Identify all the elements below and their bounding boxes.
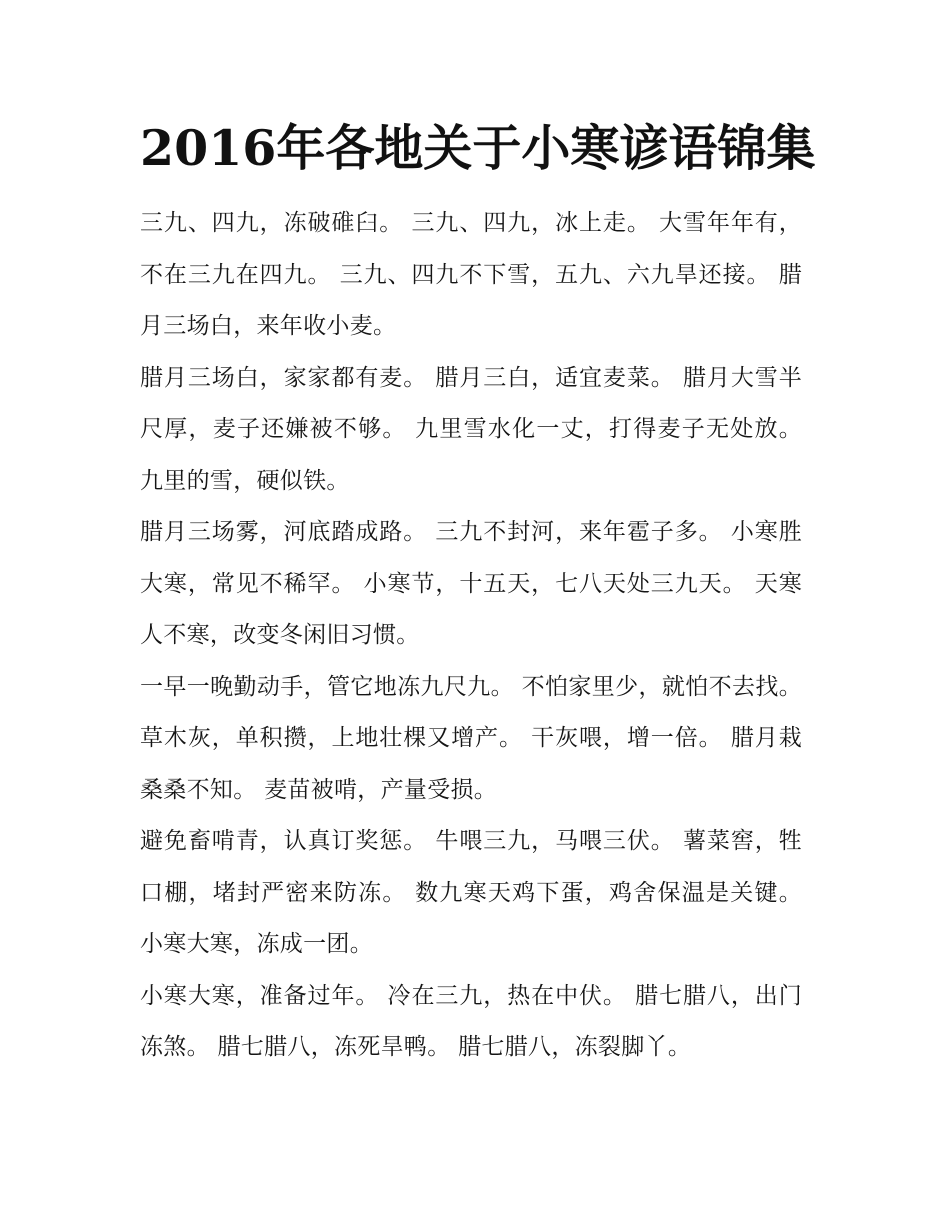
paragraph-6: 小寒大寒，准备过年。 冷在三九，热在中伏。 腊七腊八，出门冻煞。 腊七腊八，冻死旱鸭。 腊七腊八，冻裂脚丫。 [140,982,802,1060]
paragraph-5: 避免畜啃青，认真订奖惩。 牛喂三九，马喂三伏。 薯菜窖，牲口棚，堵封严密来防冻。 数九寒天鸡下蛋，鸡舍保温是关键。 小寒大寒，冻成一团。 [140,828,802,957]
document-body [140,198,802,1074]
paragraph-1: 三九、四九，冻破碓臼。 三九、四九，冰上走。 大雪年年有，不在三九在四九。 三九、四九不下雪，五九、六九旱还接。 腊月三场白，来年收小麦。 [140,210,802,339]
document-title: 2016年各地关于小寒谚语锦集 [140,119,816,177]
paragraph-3: 腊月三场雾，河底踏成路。 三九不封河，来年雹子多。 小寒胜大寒，常见不稀罕。 小寒节，十五天，七八天处三九天。 天寒人不寒，改变冬闲旧习惯。 [140,519,802,648]
paragraph-4: 一早一晚勤动手，管它地冻九尺九。 不怕家里少，就怕不去找。 草木灰，单积攒，上地壮棵又增产。 干灰喂，增一倍。 腊月栽桑桑不知。 麦苗被啃，产量受损。 [140,673,802,803]
paragraph-2: 腊月三场白，家家都有麦。 腊月三白，适宜麦菜。 腊月大雪半尺厚，麦子还嫌被不够。 九里雪水化一丈，打得麦子无处放。 九里的雪，硬似铁。 [140,364,802,494]
